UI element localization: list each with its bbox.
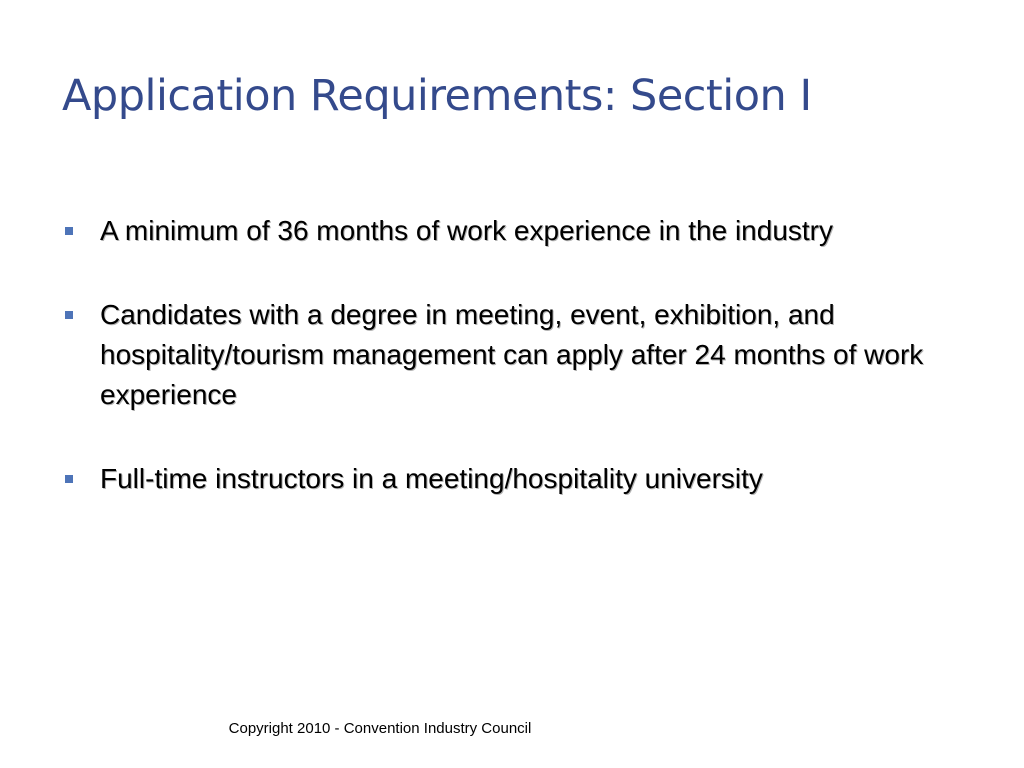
square-bullet-icon [65, 227, 73, 235]
bullet-text: Candidates with a degree in meeting, event, exhibition, and hospitality/tourism management can apply after 24 months of work experience [100, 299, 924, 410]
bullet-list [60, 211, 960, 543]
square-bullet-icon [65, 475, 73, 483]
square-bullet-icon [65, 311, 73, 319]
footer-copyright: Copyright 2010 - Convention Industry Council [228, 720, 532, 737]
bullet-item [60, 295, 960, 415]
bullet-item [60, 459, 960, 499]
bullet-text: Full-time instructors in a meeting/hospitality university [100, 463, 763, 494]
slide-title: Application Requirements: Section I [62, 71, 812, 121]
bullet-text: A minimum of 36 months of work experience in the industry [100, 215, 834, 246]
bullet-item [60, 211, 960, 251]
